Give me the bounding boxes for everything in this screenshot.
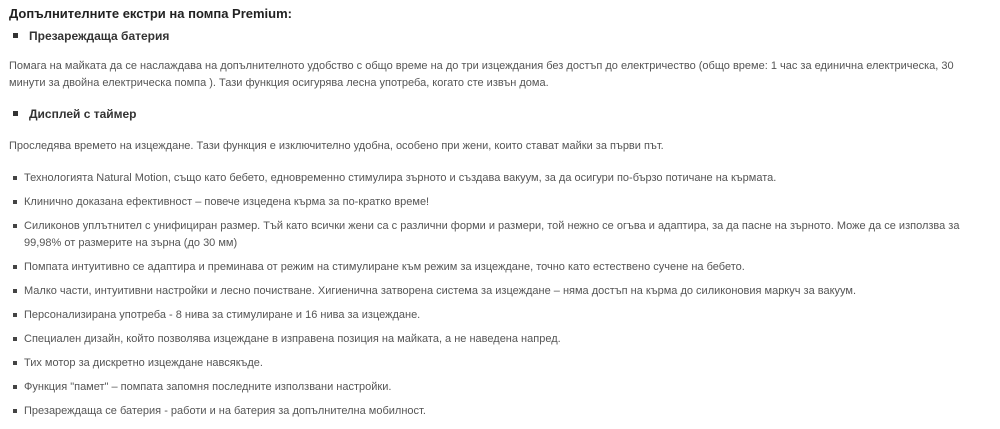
list-item-text: Помпата интуитивно се адаптира и преминава от режим на стимулиране към режим за изцеждане, точно като естествено сучене на бебето. xyxy=(24,261,745,273)
list-item xyxy=(9,283,989,300)
feature-title-timer-display-label: Дисплей с таймер xyxy=(29,107,137,121)
list-item xyxy=(9,194,989,211)
feature-title-battery xyxy=(9,28,169,44)
bullet-icon xyxy=(13,385,17,389)
list-item xyxy=(9,170,989,187)
list-item xyxy=(9,403,989,420)
bullet-icon xyxy=(13,265,17,269)
list-item-text: Функция "памет" – помпата запомня последните използвани настройки. xyxy=(24,381,392,393)
list-item xyxy=(9,355,989,372)
bullet-icon xyxy=(13,200,17,204)
bullet-icon xyxy=(13,111,18,116)
feature-title-battery-label: Презареждаща батерия xyxy=(29,29,170,43)
list-item-text: Презареждаща се батерия - работи и на батерия за допълнителна мобилност. xyxy=(24,405,426,417)
list-item xyxy=(9,331,989,348)
list-item-text: Малко части, интуитивни настройки и лесно почистване. Хигиенична затворена система за изцеждане – няма достъп на кърма до силиконовия маркуч за вакуум. xyxy=(24,285,857,297)
bullet-icon xyxy=(13,313,17,317)
list-item-text: Силиконов уплътнител с унифициран размер. Тъй като всички жени са с различни форми и размери, той нежно се огъва и адаптира, за да пасне на зърното. Може да се използва за 99,98% от размерите на зърна (до 30 мм) xyxy=(24,220,960,249)
list-item xyxy=(9,218,989,252)
bullet-icon xyxy=(13,361,17,365)
list-item-text: Клинично доказана ефективност – повече изцедена кърма за по-кратко време! xyxy=(24,196,430,208)
list-item xyxy=(9,307,989,324)
bullet-icon xyxy=(13,33,18,38)
list-item-text: Технологията Natural Motion, също като бебето, едновременно стимулира зърното и създава вакуум, за да осигури по-бързо потичане на кърмата. xyxy=(24,172,777,184)
feature-description-timer-display: Проследява времето на изцеждане. Тази функция е изключително удобна, особено при жени, които стават майки за първи път. xyxy=(9,140,664,152)
list-item-text: Тих мотор за дискретно изцеждане навсякъде. xyxy=(24,357,263,369)
list-item-text: Специален дизайн, който позволява изцеждане в изправена позиция на майката, а не наведена напред. xyxy=(24,333,561,345)
bullet-icon xyxy=(13,224,17,228)
bullet-icon xyxy=(13,289,17,293)
list-item-text: Персонализирана употреба - 8 нива за стимулиране и 16 нива за изцеждане. xyxy=(24,309,421,321)
bullet-icon xyxy=(13,176,17,180)
feature-title-timer-display xyxy=(9,106,137,122)
bullet-icon xyxy=(13,337,17,341)
section-heading: Допълнителните екстри на помпа Premium: xyxy=(9,6,292,21)
features-list xyxy=(9,170,989,427)
list-item xyxy=(9,379,989,396)
bullet-icon xyxy=(13,409,17,413)
feature-description-battery: Помага на майката да се наслаждава на допълнителното удобство с общо време на до три изцеждания без достъп до електричество (общо време: 1 час за единична електрическа, 30 минути за двойна електрическа помпа ). Тази функция осигурява лесна употреба, когато сте извън дома. xyxy=(9,60,954,89)
list-item xyxy=(9,259,989,276)
